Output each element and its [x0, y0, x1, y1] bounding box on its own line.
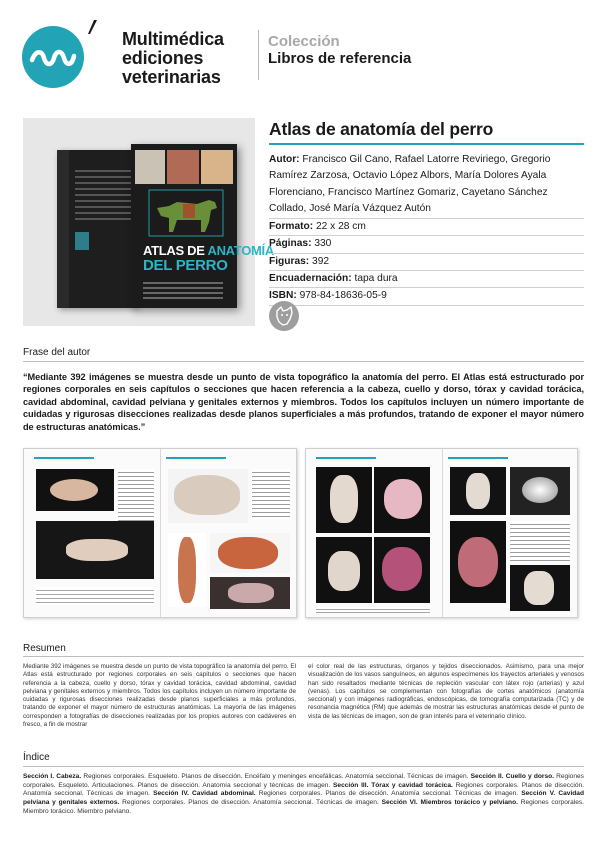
summary-column-2: el color real de las estructuras, órganos y tejidos diseccionados. Asimismo, para una mejor visualización de los vasos sanguíneos, en algunos especímenes los trayectos arteriales y venosos han sido resaltados mediante técnicas de repleción vascular con látex rojo (arterias) y azul (venas). Los capítulos se complementan con fotografías de cortes anatómicos (anatomía seccional) y con imágenes radiográficas, endoscópicas, de tomografía computarizada (TC) y de resonancia magnética (RM) que además de mostrar las estructuras anatómicas desde el punto de vista de las técnicas de imagen, son de gran interés para el veterinario clínico. [308, 663, 584, 720]
figures-row [269, 254, 584, 271]
brand-logo-icon [22, 26, 84, 88]
specimen-photo [36, 469, 114, 511]
book-details [269, 152, 584, 306]
specimen-photo [168, 469, 248, 523]
brand-line-1: Multimédica [122, 29, 224, 49]
author-row [269, 152, 584, 219]
index-section-4-title: Sección IV. Cavidad abdominal. [153, 790, 256, 798]
author-label: Autor: [269, 154, 300, 165]
sample-spread-2 [305, 448, 578, 618]
format-label: Formato: [269, 221, 314, 233]
brand-accent-mark [88, 20, 98, 34]
brand-name [122, 30, 224, 87]
caption-text-block [252, 469, 290, 519]
header [22, 20, 582, 92]
isbn-value: 978-84-18636-05-9 [299, 290, 387, 302]
caption-text-block [36, 587, 154, 605]
book-cover-image [23, 118, 274, 326]
collection-name: Libros de referencia [268, 50, 412, 67]
index-rule [23, 766, 584, 767]
dog-head-icon [269, 301, 299, 331]
collection-prefix: Colección [268, 33, 340, 50]
format-row [269, 219, 584, 236]
specimen-photo [374, 467, 430, 533]
specimen-photo [36, 521, 154, 579]
dog-silhouette [147, 188, 225, 238]
header-divider [258, 30, 259, 80]
pages-row [269, 236, 584, 253]
figures-value: 392 [312, 255, 330, 267]
specimen-photo [316, 467, 372, 533]
xray-image [510, 467, 570, 515]
specimen-photo [316, 537, 372, 603]
specimen-photo [210, 577, 290, 609]
isbn-row [269, 288, 584, 305]
pages-label: Páginas: [269, 238, 312, 250]
author-quote: “Mediante 392 imágenes se muestra desde un punto de vista topográfico la anatomía del perro. El Atlas está estructurado por regiones corporales en seis capítulos o secciones que hacen referencia a la cabeza, cuello y dorso, tórax y cavidad torácica, cavidad abdominal, cavidad pelviana y genitales externos y miembros. Todos los capítulos incluyen un número importante de cuidadas y rigurosas disecciones realizadas desde planos superficiales a más profundos, tratando de exponer el mayor número de estructuras anatómicas.” [23, 372, 584, 432]
title-rule [269, 143, 584, 145]
collection-label [268, 33, 411, 68]
caption-text-block [510, 521, 570, 561]
brand-line-3: veterinarias [122, 67, 221, 87]
isbn-label: ISBN: [269, 290, 297, 302]
index-section-5-text: Regiones corporales. Planos de disección. Anatomía seccional. Técnicas de imagen. [119, 799, 382, 807]
pages-value: 330 [314, 238, 332, 250]
index-section-6-title: Sección VI. Miembros torácico y pelviano. [381, 799, 518, 807]
specimen-photo [374, 537, 430, 603]
index-section-2-title: Sección II. Cuello y dorso. [470, 773, 554, 780]
index-section-5-title: Sección V. Cavidad pelviana y genitales externos. [23, 790, 584, 807]
summary-heading: Resumen [23, 643, 66, 654]
specimen-photo [450, 467, 506, 515]
index-section-2-text: Regiones corporales. Esqueleto. Articulaciones. Planos de disección. Anatomía seccional y técnicas de imagen. [23, 773, 584, 789]
book-back-cover [57, 150, 137, 308]
specimen-photo [168, 533, 206, 607]
specimen-photo [510, 565, 570, 611]
index-section-1-text: Regiones corporales. Esqueleto. Planos de disección. Encéfalo y meninges encefálicas. Anatomía seccional. Técnicas de imagen. [81, 773, 471, 780]
table-of-contents [23, 773, 584, 817]
binding-row [269, 271, 584, 288]
book-title: Atlas de anatomía del perro [269, 119, 494, 139]
specimen-photo [210, 533, 290, 573]
figures-label: Figuras: [269, 255, 310, 267]
binding-label: Encuadernación: [269, 273, 352, 285]
index-section-3-title: Sección III. Tórax y cavidad torácica. [333, 781, 453, 789]
index-section-1-title: Sección I. Cabeza. [23, 773, 82, 780]
index-heading: Índice [23, 752, 50, 763]
binding-value: tapa dura [354, 273, 398, 285]
index-section-4-text: Regiones corporales. Planos de disección. Anatomía seccional. Técnicas de imagen. [255, 790, 522, 798]
index-section-3-text: Regiones corporales. Planos de disección. Anatomía seccional. Técnicas de imagen. [23, 781, 584, 798]
author-value: Francisco Gil Cano, Rafael Latorre Reviriego, Gregorio Ramírez Zarzosa, Octavio López Albors, María Dolores Ayala Florenciano, Francisco Martínez Gomariz, Cayetano Sánchez Collado, José María Vázquez Autón [269, 154, 551, 214]
format-value: 22 x 28 cm [316, 221, 366, 233]
summary-column-1: Mediante 392 imágenes se muestra desde un punto de vista topográfico la anatomía del perro. El Atlas está estructurado por regiones corporales en seis capítulos o secciones que hacen referencia a la cabeza, cuello y dorso, tórax y cavidad torácica, cavidad abdominal, cavidad pelviana y genitales externos y miembros. Todos los capítulos incluyen un número importante de cuidadas y rigurosas disecciones realizadas desde planos superficiales a más profundos, tratando de exponer el mayor número de estructuras anatómicas. La mayoría de las imágenes corresponden a fotografías de disecciones realizadas por los propios autores con cadáveres en fresco, a fin de mostrar [23, 663, 296, 729]
brand-line-2: ediciones [122, 48, 204, 68]
author-phrase-heading: Frase del autor [23, 347, 91, 358]
sample-spread-1 [23, 448, 297, 618]
specimen-photo [450, 521, 506, 603]
author-phrase-rule [23, 361, 584, 362]
summary-rule [23, 656, 584, 657]
book-front-cover [131, 144, 274, 308]
index-section-6-text: Regiones corporales. Miembro torácico. Miembro pelviano. [23, 799, 584, 815]
cover-title: ATLAS DE ANATOMÍA DEL PERRO [143, 243, 274, 274]
